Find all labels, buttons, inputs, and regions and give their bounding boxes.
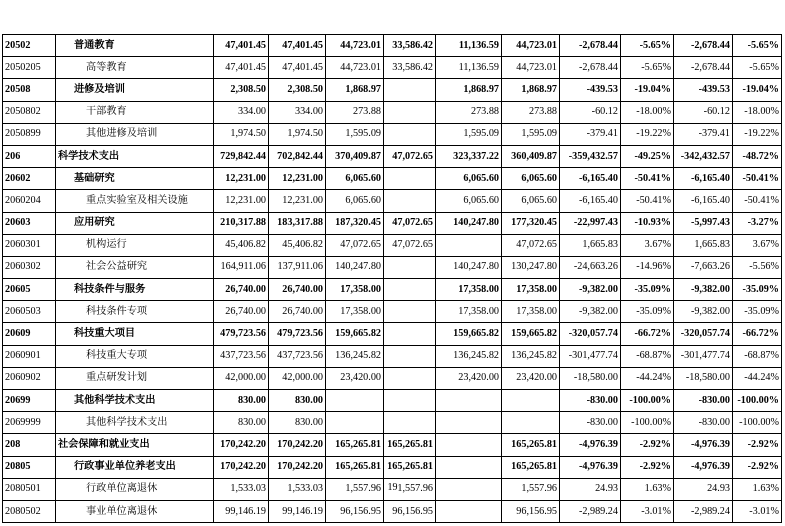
amount-cell: -24,663.26 (560, 256, 621, 278)
amount-cell: 136,245.82 (502, 345, 560, 367)
amount-cell: 47,401.45 (269, 35, 326, 57)
amount-cell: 1,595.09 (436, 123, 502, 145)
amount-cell: 12,231.00 (269, 190, 326, 212)
amount-cell: -2,678.44 (674, 35, 733, 57)
subject-code-cell: 2060902 (3, 367, 56, 389)
amount-cell: 47,401.45 (214, 57, 269, 79)
amount-cell (384, 256, 436, 278)
amount-cell (384, 279, 436, 301)
amount-cell: -50.41% (621, 190, 674, 212)
subject-name-cell: 行政单位离退休 (56, 478, 214, 500)
amount-cell: 99,146.19 (269, 500, 326, 522)
amount-cell: 11,136.59 (436, 57, 502, 79)
amount-cell: -100.00% (621, 412, 674, 434)
amount-cell: -5.65% (733, 57, 782, 79)
table-row (3, 123, 782, 145)
subject-name-cell: 重点研发计划 (56, 367, 214, 389)
amount-cell: 323,337.22 (436, 145, 502, 167)
amount-cell: 830.00 (214, 390, 269, 412)
amount-cell: 830.00 (269, 390, 326, 412)
amount-cell: -4,976.39 (674, 456, 733, 478)
amount-cell: -18.00% (621, 101, 674, 123)
amount-cell: -18,580.00 (560, 367, 621, 389)
amount-cell: -6,165.40 (674, 190, 733, 212)
amount-cell: 6,065.60 (436, 168, 502, 190)
amount-cell: 23,420.00 (326, 367, 384, 389)
amount-cell: -19.04% (733, 79, 782, 101)
amount-cell: 23,420.00 (502, 367, 560, 389)
amount-cell: 26,740.00 (214, 301, 269, 323)
amount-cell (384, 323, 436, 345)
amount-cell: 1.63% (733, 478, 782, 500)
amount-cell: 140,247.80 (326, 256, 384, 278)
amount-cell: -66.72% (733, 323, 782, 345)
amount-cell (384, 168, 436, 190)
amount-cell: -301,477.74 (560, 345, 621, 367)
amount-cell: 17,358.00 (502, 279, 560, 301)
amount-cell: -35.09% (621, 301, 674, 323)
amount-cell: 334.00 (269, 101, 326, 123)
table-row (3, 279, 782, 301)
amount-cell (436, 390, 502, 412)
subject-code-cell: 20603 (3, 212, 56, 234)
amount-cell (436, 234, 502, 256)
subject-name-cell: 干部教育 (56, 101, 214, 123)
page-number: 19 (387, 482, 398, 493)
amount-cell (502, 412, 560, 434)
amount-cell (384, 345, 436, 367)
table-row (3, 412, 782, 434)
amount-cell (384, 367, 436, 389)
amount-cell: 140,247.80 (436, 212, 502, 234)
subject-code-cell: 2069999 (3, 412, 56, 434)
subject-name-cell: 普通教育 (56, 35, 214, 57)
subject-code-cell: 20609 (3, 323, 56, 345)
subject-code-cell: 206 (3, 145, 56, 167)
amount-cell: -320,057.74 (560, 323, 621, 345)
amount-cell: 12,231.00 (214, 190, 269, 212)
table-row (3, 345, 782, 367)
table-row (3, 35, 782, 57)
amount-cell: -9,382.00 (560, 301, 621, 323)
amount-cell: 170,242.20 (269, 456, 326, 478)
amount-cell: -359,432.57 (560, 145, 621, 167)
table-row (3, 301, 782, 323)
amount-cell: 273.88 (326, 101, 384, 123)
amount-cell: 2,308.50 (269, 79, 326, 101)
subject-code-cell: 2050802 (3, 101, 56, 123)
amount-cell: 24.93 (674, 478, 733, 500)
amount-cell: -100.00% (733, 390, 782, 412)
table-row (3, 57, 782, 79)
amount-cell: 1,974.50 (214, 123, 269, 145)
table-row (3, 456, 782, 478)
subject-code-cell: 20605 (3, 279, 56, 301)
subject-name-cell: 科学技术支出 (56, 145, 214, 167)
subject-code-cell: 2060503 (3, 301, 56, 323)
amount-cell: 17,358.00 (326, 279, 384, 301)
subject-name-cell: 机构运行 (56, 234, 214, 256)
amount-cell: 12,231.00 (214, 168, 269, 190)
table-row (3, 256, 782, 278)
subject-name-cell: 重点实验室及相关设施 (56, 190, 214, 212)
subject-code-cell: 2080502 (3, 500, 56, 522)
subject-name-cell: 科技条件与服务 (56, 279, 214, 301)
amount-cell: 6,065.60 (326, 168, 384, 190)
amount-cell: -50.41% (733, 168, 782, 190)
amount-cell: 26,740.00 (269, 301, 326, 323)
table-row (3, 323, 782, 345)
table-row (3, 168, 782, 190)
amount-cell: -5.65% (733, 35, 782, 57)
amount-cell: 17,358.00 (436, 301, 502, 323)
amount-cell: 42,000.00 (214, 367, 269, 389)
subject-code-cell: 2060901 (3, 345, 56, 367)
amount-cell: 1,665.83 (674, 234, 733, 256)
amount-cell: 130,247.80 (502, 256, 560, 278)
amount-cell: 729,842.44 (214, 145, 269, 167)
table-row (3, 500, 782, 522)
amount-cell: 165,265.81 (384, 456, 436, 478)
amount-cell: 702,842.44 (269, 145, 326, 167)
amount-cell (384, 390, 436, 412)
amount-cell: -60.12 (674, 101, 733, 123)
amount-cell: -3.27% (733, 212, 782, 234)
subject-code-cell: 2060204 (3, 190, 56, 212)
subject-name-cell: 事业单位离退休 (56, 500, 214, 522)
amount-cell: 1,868.97 (502, 79, 560, 101)
subject-name-cell: 其他进修及培训 (56, 123, 214, 145)
amount-cell: -48.72% (733, 145, 782, 167)
amount-cell: 11,136.59 (436, 35, 502, 57)
table-row (3, 434, 782, 456)
amount-cell: 165,265.81 (326, 434, 384, 456)
amount-cell: 45,406.82 (269, 234, 326, 256)
amount-cell: 17,358.00 (326, 301, 384, 323)
budget-table (2, 34, 782, 523)
amount-cell: 1,665.83 (560, 234, 621, 256)
amount-cell (384, 190, 436, 212)
amount-cell: 170,242.20 (214, 456, 269, 478)
amount-cell: 33,586.42 (384, 35, 436, 57)
amount-cell: -830.00 (560, 412, 621, 434)
amount-cell (436, 500, 502, 522)
amount-cell: -379.41 (674, 123, 733, 145)
subject-name-cell: 应用研究 (56, 212, 214, 234)
subject-name-cell: 科技重大项目 (56, 323, 214, 345)
amount-cell: 44,723.01 (502, 35, 560, 57)
amount-cell: 45,406.82 (214, 234, 269, 256)
amount-cell: 210,317.88 (214, 212, 269, 234)
amount-cell: -3.01% (733, 500, 782, 522)
table-row (3, 234, 782, 256)
amount-cell: 17,358.00 (436, 279, 502, 301)
amount-cell: 1,557.96 (384, 478, 436, 500)
amount-cell: -2,989.24 (674, 500, 733, 522)
amount-cell: -18.00% (733, 101, 782, 123)
subject-name-cell: 其他科学技术支出 (56, 390, 214, 412)
amount-cell: -10.93% (621, 212, 674, 234)
amount-cell: 1,595.09 (326, 123, 384, 145)
subject-name-cell: 行政事业单位养老支出 (56, 456, 214, 478)
subject-name-cell: 科技条件专项 (56, 301, 214, 323)
amount-cell: -2,989.24 (560, 500, 621, 522)
amount-cell: -830.00 (560, 390, 621, 412)
amount-cell: 26,740.00 (214, 279, 269, 301)
amount-cell: 6,065.60 (502, 168, 560, 190)
amount-cell: -100.00% (733, 412, 782, 434)
amount-cell: 6,065.60 (326, 190, 384, 212)
amount-cell: 830.00 (269, 412, 326, 434)
amount-cell (384, 123, 436, 145)
amount-cell: 96,156.95 (502, 500, 560, 522)
subject-name-cell: 高等教育 (56, 57, 214, 79)
amount-cell: 183,317.88 (269, 212, 326, 234)
table-row (3, 145, 782, 167)
amount-cell: -35.09% (621, 279, 674, 301)
amount-cell: -44.24% (621, 367, 674, 389)
amount-cell: -6,165.40 (674, 168, 733, 190)
amount-cell: -18,580.00 (674, 367, 733, 389)
amount-cell: 1,868.97 (436, 79, 502, 101)
amount-cell: -100.00% (621, 390, 674, 412)
amount-cell (384, 79, 436, 101)
amount-cell: -19.22% (621, 123, 674, 145)
amount-cell: 6,065.60 (502, 190, 560, 212)
amount-cell: -2.92% (621, 456, 674, 478)
amount-cell: 96,156.95 (384, 500, 436, 522)
amount-cell (436, 456, 502, 478)
amount-cell: -60.12 (560, 101, 621, 123)
table-row (3, 101, 782, 123)
amount-cell: 1,533.03 (269, 478, 326, 500)
subject-code-cell: 20699 (3, 390, 56, 412)
amount-cell: 3.67% (733, 234, 782, 256)
amount-cell: -9,382.00 (560, 279, 621, 301)
amount-cell: -9,382.00 (674, 301, 733, 323)
amount-cell: 1,974.50 (269, 123, 326, 145)
amount-cell: -44.24% (733, 367, 782, 389)
amount-cell: 26,740.00 (269, 279, 326, 301)
subject-code-cell: 2050205 (3, 57, 56, 79)
amount-cell: -68.87% (621, 345, 674, 367)
amount-cell: 136,245.82 (436, 345, 502, 367)
amount-cell: 47,072.65 (384, 212, 436, 234)
amount-cell: -830.00 (674, 412, 733, 434)
amount-cell: 370,409.87 (326, 145, 384, 167)
amount-cell: -2,678.44 (560, 35, 621, 57)
amount-cell: 170,242.20 (269, 434, 326, 456)
table-row (3, 367, 782, 389)
amount-cell: 136,245.82 (326, 345, 384, 367)
amount-cell: 44,723.01 (326, 57, 384, 79)
amount-cell: 165,265.81 (326, 456, 384, 478)
amount-cell: 159,665.82 (436, 323, 502, 345)
amount-cell: -35.09% (733, 301, 782, 323)
amount-cell (384, 412, 436, 434)
amount-cell: -19.04% (621, 79, 674, 101)
amount-cell: 137,911.06 (269, 256, 326, 278)
amount-cell: 165,265.81 (502, 456, 560, 478)
amount-cell: -5,997.43 (674, 212, 733, 234)
amount-cell (384, 101, 436, 123)
subject-name-cell: 基础研究 (56, 168, 214, 190)
amount-cell: -5.65% (621, 35, 674, 57)
subject-code-cell: 20508 (3, 79, 56, 101)
subject-code-cell: 20602 (3, 168, 56, 190)
amount-cell: 479,723.56 (214, 323, 269, 345)
amount-cell: 2,308.50 (214, 79, 269, 101)
amount-cell (326, 390, 384, 412)
subject-code-cell: 2060301 (3, 234, 56, 256)
amount-cell: -49.25% (621, 145, 674, 167)
table-row (3, 390, 782, 412)
amount-cell: -66.72% (621, 323, 674, 345)
amount-cell: 1,595.09 (502, 123, 560, 145)
amount-cell: 44,723.01 (502, 57, 560, 79)
amount-cell: -6,165.40 (560, 168, 621, 190)
amount-cell: 17,358.00 (502, 301, 560, 323)
subject-code-cell: 208 (3, 434, 56, 456)
amount-cell: 830.00 (214, 412, 269, 434)
amount-cell: 164,911.06 (214, 256, 269, 278)
amount-cell: 1.63% (621, 478, 674, 500)
amount-cell: 23,420.00 (436, 367, 502, 389)
table-row (3, 190, 782, 212)
amount-cell: -6,165.40 (560, 190, 621, 212)
amount-cell (326, 412, 384, 434)
amount-cell: -439.53 (674, 79, 733, 101)
amount-cell: 360,409.87 (502, 145, 560, 167)
amount-cell: -439.53 (560, 79, 621, 101)
amount-cell: 12,231.00 (269, 168, 326, 190)
amount-cell: -4,976.39 (560, 434, 621, 456)
amount-cell: -50.41% (621, 168, 674, 190)
amount-cell: -50.41% (733, 190, 782, 212)
amount-cell: 1,557.96 (502, 478, 560, 500)
amount-cell: 187,320.45 (326, 212, 384, 234)
table-row (3, 79, 782, 101)
amount-cell: 177,320.45 (502, 212, 560, 234)
amount-cell: -320,057.74 (674, 323, 733, 345)
amount-cell: -301,477.74 (674, 345, 733, 367)
amount-cell (436, 412, 502, 434)
amount-cell: 47,072.65 (384, 145, 436, 167)
amount-cell: 96,156.95 (326, 500, 384, 522)
subject-name-cell: 社会保障和就业支出 (56, 434, 214, 456)
subject-code-cell: 20805 (3, 456, 56, 478)
amount-cell: -68.87% (733, 345, 782, 367)
amount-cell: -2.92% (621, 434, 674, 456)
amount-cell: -2,678.44 (674, 57, 733, 79)
amount-cell: 437,723.56 (214, 345, 269, 367)
amount-cell: 334.00 (214, 101, 269, 123)
subject-code-cell: 20502 (3, 35, 56, 57)
subject-name-cell: 其他科学技术支出 (56, 412, 214, 434)
amount-cell: -14.96% (621, 256, 674, 278)
subject-code-cell: 2050899 (3, 123, 56, 145)
amount-cell: 24.93 (560, 478, 621, 500)
amount-cell: -9,382.00 (674, 279, 733, 301)
subject-code-cell: 2080501 (3, 478, 56, 500)
amount-cell: -2,678.44 (560, 57, 621, 79)
amount-cell: 47,072.65 (502, 234, 560, 256)
amount-cell: 47,072.65 (384, 234, 436, 256)
amount-cell: 47,401.45 (269, 57, 326, 79)
amount-cell: 159,665.82 (326, 323, 384, 345)
table-body (3, 35, 782, 523)
amount-cell (436, 434, 502, 456)
table-row (3, 212, 782, 234)
amount-cell: 42,000.00 (269, 367, 326, 389)
amount-cell: 1,533.03 (214, 478, 269, 500)
amount-cell: -5.56% (733, 256, 782, 278)
subject-name-cell: 科技重大专项 (56, 345, 214, 367)
amount-cell: 3.67% (621, 234, 674, 256)
amount-cell: -2.92% (733, 456, 782, 478)
amount-cell: -19.22% (733, 123, 782, 145)
amount-cell: 99,146.19 (214, 500, 269, 522)
amount-cell: -379.41 (560, 123, 621, 145)
amount-cell: -35.09% (733, 279, 782, 301)
amount-cell: -830.00 (674, 390, 733, 412)
amount-cell: 1,557.96 (326, 478, 384, 500)
amount-cell: -3.01% (621, 500, 674, 522)
subject-name-cell: 社会公益研究 (56, 256, 214, 278)
amount-cell: 273.88 (436, 101, 502, 123)
amount-cell: 6,065.60 (436, 190, 502, 212)
amount-cell: 140,247.80 (436, 256, 502, 278)
subject-code-cell: 2060302 (3, 256, 56, 278)
amount-cell: -2.92% (733, 434, 782, 456)
amount-cell: -342,432.57 (674, 145, 733, 167)
amount-cell: -4,976.39 (560, 456, 621, 478)
amount-cell: -4,976.39 (674, 434, 733, 456)
amount-cell: 47,401.45 (214, 35, 269, 57)
amount-cell: 170,242.20 (214, 434, 269, 456)
amount-cell: 47,072.65 (326, 234, 384, 256)
amount-cell (384, 301, 436, 323)
amount-cell (502, 390, 560, 412)
amount-cell: 273.88 (502, 101, 560, 123)
amount-cell: 44,723.01 (326, 35, 384, 57)
amount-cell: -22,997.43 (560, 212, 621, 234)
amount-cell: 1,868.97 (326, 79, 384, 101)
amount-cell: 165,265.81 (384, 434, 436, 456)
amount-cell: 33,586.42 (384, 57, 436, 79)
amount-cell: 159,665.82 (502, 323, 560, 345)
amount-cell: -7,663.26 (674, 256, 733, 278)
amount-cell: 479,723.56 (269, 323, 326, 345)
subject-name-cell: 进修及培训 (56, 79, 214, 101)
amount-cell: 165,265.81 (502, 434, 560, 456)
amount-cell: -5.65% (621, 57, 674, 79)
amount-cell: 437,723.56 (269, 345, 326, 367)
